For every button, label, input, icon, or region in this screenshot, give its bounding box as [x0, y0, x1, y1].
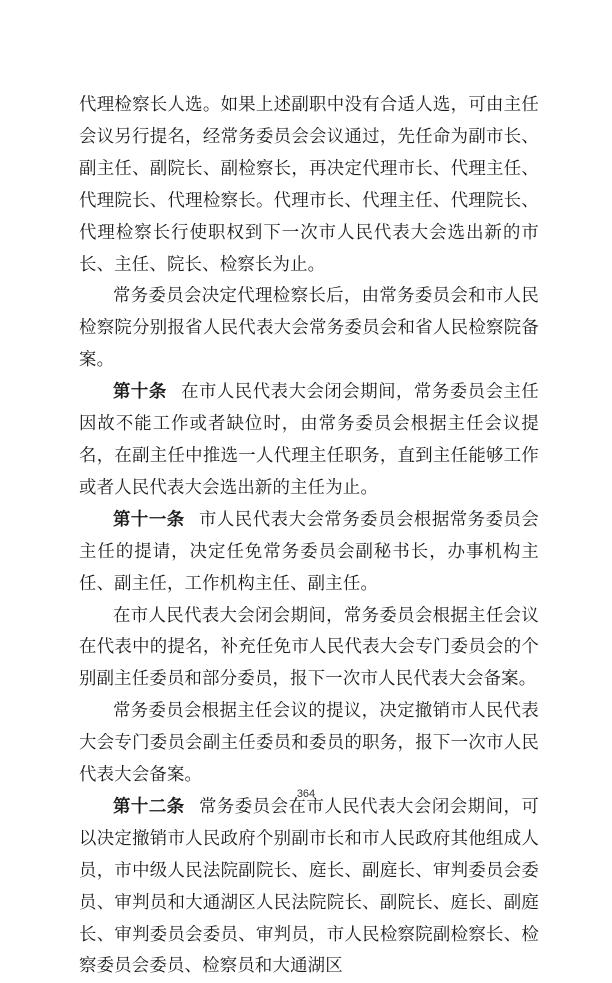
paragraph-text: 在市人民代表大会闭会期间，常务委员会根据主任会议在代表中的提名，补充任免市人民代表大会专门委员会的个别副主任委员和部分委员，报下一次市人民代表大会备案。	[79, 605, 539, 690]
body-text	[79, 90, 539, 983]
paragraph	[79, 601, 539, 697]
page-number: 364	[296, 788, 316, 800]
paragraph-text: 常务委员会根据主任会议的提议，决定撤销市人民代表大会专门委员会副主任委员和委员的职务，报下一次市人民代表大会备案。	[79, 701, 539, 786]
paragraph-text: 市人民代表大会常务委员会根据常务委员会主任的提请，决定任免常务委员会副秘书长，办事机构主任、副主任，工作机构主任、副主任。	[79, 509, 539, 594]
paragraph-text: 常务委员会在市人民代表大会闭会期间，可以决定撤销市人民政府个别副市长和市人民政府其他组成人员，市中级人民法院副院长、庭长、副庭长、审判委员会委员、审判员和大通湖区人民法院院长、副院长、庭长、副庭长、审判委员会委员、审判员，市人民检察院副检察长、检察委员会委员、检察员和大通湖区	[79, 796, 539, 977]
article-heading: 第十条	[113, 382, 167, 403]
article-heading: 第十二条	[113, 796, 185, 817]
paragraph	[79, 281, 539, 377]
article-11	[79, 505, 539, 601]
article-10	[79, 377, 539, 505]
article-12	[79, 792, 539, 983]
paragraph-continuation	[79, 90, 539, 281]
paragraph-text: 代理检察长人选。如果上述副职中没有合适人选，可由主任会议另行提名，经常务委员会会议通过，先任命为副市长、副主任、副院长、副检察长，再决定代理市长、代理主任、代理院长、代理检察长。代理市长、代理主任、代理院长、代理检察长行使职权到下一次市人民代表大会选出新的市长、主任、院长、检察长为止。	[79, 95, 539, 275]
paragraph-text: 在市人民代表大会闭会期间，常务委员会主任因故不能工作或者缺位时，由常务委员会根据主任会议提名，在副主任中推选一人代理主任职务，直到主任能够工作或者人民代表大会选出新的主任为止。	[79, 382, 539, 498]
paragraph-text: 常务委员会决定代理检察长后，由常务委员会和市人民检察院分别报省人民代表大会常务委员会和省人民检察院备案。	[79, 286, 539, 371]
article-heading: 第十一条	[113, 509, 185, 530]
paragraph	[79, 696, 539, 792]
